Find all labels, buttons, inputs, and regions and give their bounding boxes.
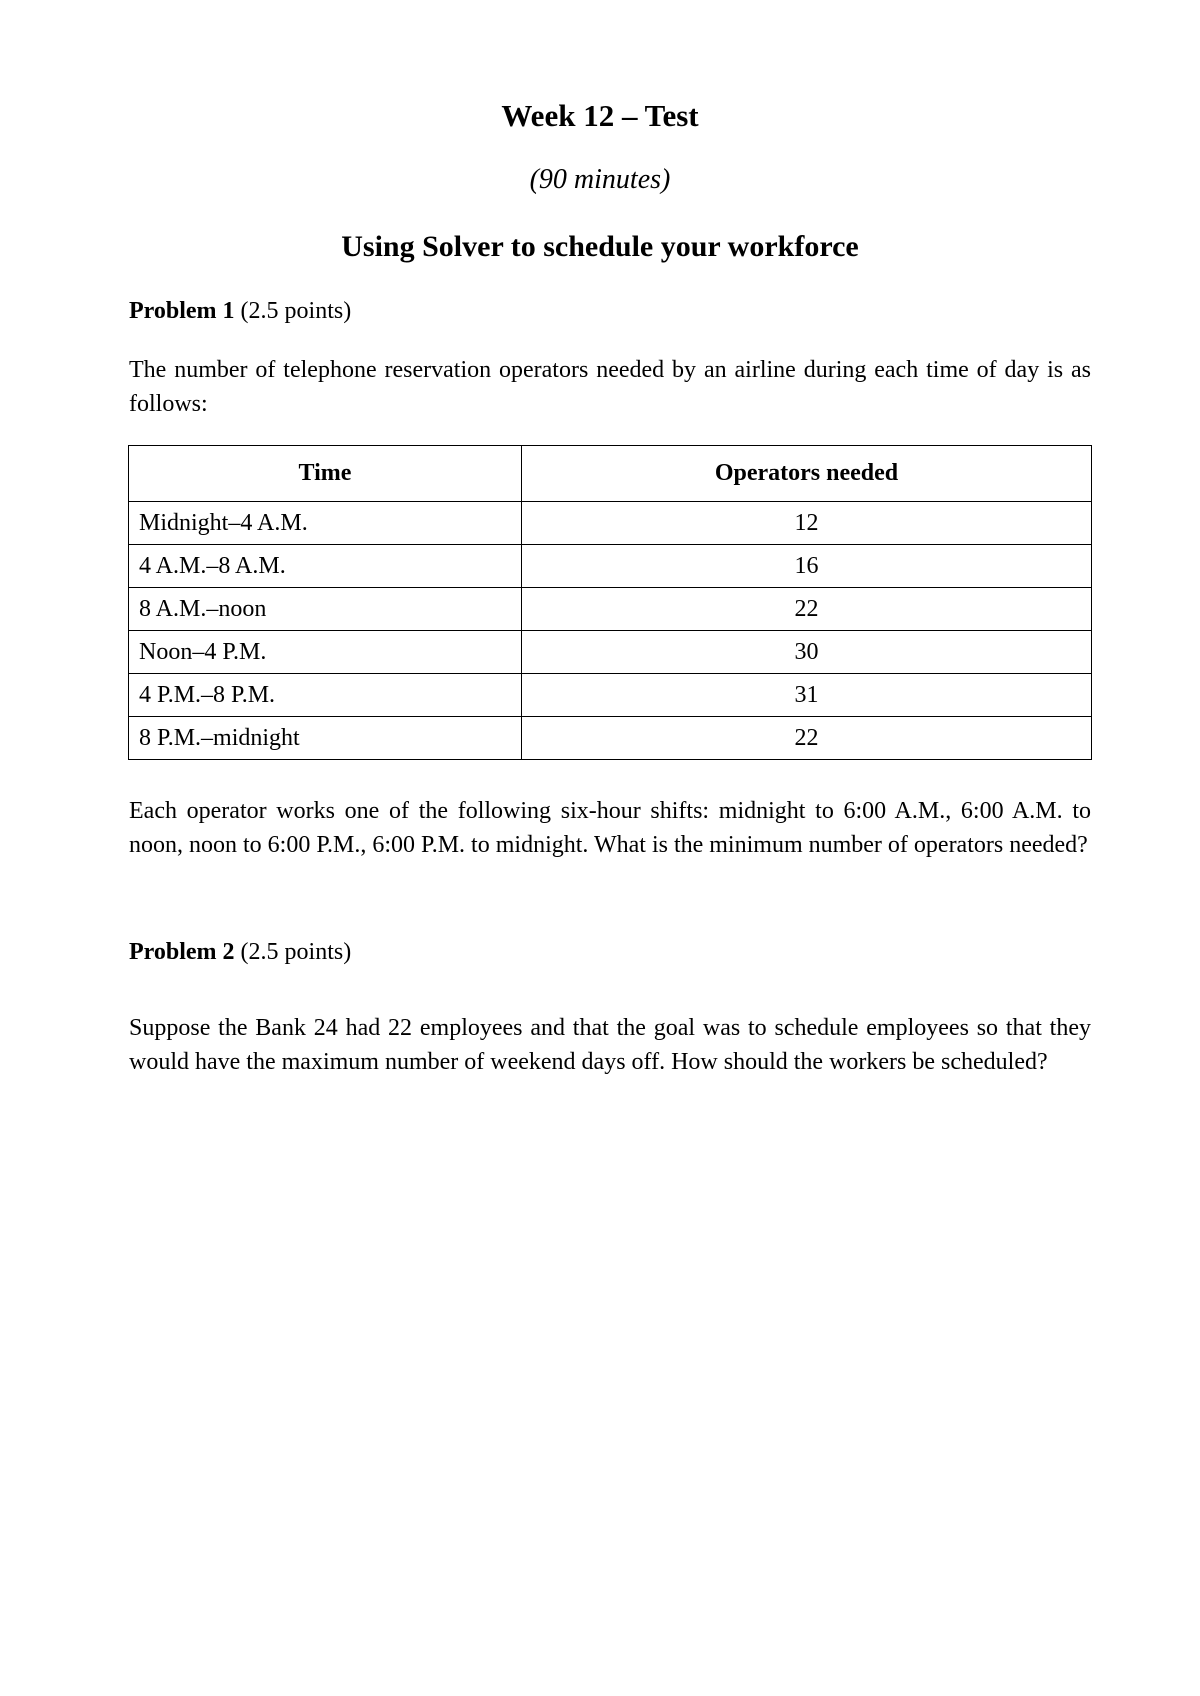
time-cell: Noon–4 P.M. xyxy=(129,631,522,674)
problem-2-heading xyxy=(129,939,351,966)
problem-1-intro: The number of telephone reservation operators needed by an airline during each time of day is as follows: xyxy=(129,357,1091,417)
problem-1-points: (2.5 points) xyxy=(240,298,352,324)
column-header-time: Time xyxy=(129,446,522,502)
column-header-operators: Operators needed xyxy=(522,446,1092,502)
page-subtitle: Using Solver to schedule your workforce xyxy=(341,230,859,263)
time-cell: 4 A.M.–8 A.M. xyxy=(129,545,522,588)
time-cell: 8 A.M.–noon xyxy=(129,588,522,631)
table-header-row xyxy=(129,446,1092,502)
operators-cell: 30 xyxy=(522,631,1092,674)
problem-2-points: (2.5 points) xyxy=(240,939,352,965)
table-row xyxy=(129,631,1092,674)
table-row xyxy=(129,717,1092,760)
operators-cell: 22 xyxy=(522,717,1092,760)
table-row xyxy=(129,674,1092,717)
table-row xyxy=(129,545,1092,588)
table-row xyxy=(129,588,1092,631)
time-cell: 4 P.M.–8 P.M. xyxy=(129,674,522,717)
problem-1-heading xyxy=(129,298,351,325)
time-cell: 8 P.M.–midnight xyxy=(129,717,522,760)
duration-note: (90 minutes) xyxy=(529,164,671,195)
operators-cell: 16 xyxy=(522,545,1092,588)
page-title: Week 12 – Test xyxy=(501,98,699,133)
time-cell: Midnight–4 A.M. xyxy=(129,502,522,545)
table-row xyxy=(129,502,1092,545)
problem-1-question: Each operator works one of the following six-hour shifts: midnight to 6:00 A.M., 6:00 A.M. to noon, noon to 6:00 P.M., 6:00 P.M. to midnight. What is the minimum number of operators needed? xyxy=(129,798,1091,858)
problem-1-label: Problem 1 xyxy=(129,298,235,324)
operators-table xyxy=(128,445,1092,760)
operators-cell: 22 xyxy=(522,588,1092,631)
problem-2-label: Problem 2 xyxy=(129,939,235,965)
problem-2-question: Suppose the Bank 24 had 22 employees and that the goal was to schedule employees so that they would have the maximum number of weekend days off. How should the workers be scheduled? xyxy=(129,1015,1091,1075)
operators-cell: 12 xyxy=(522,502,1092,545)
operators-cell: 31 xyxy=(522,674,1092,717)
